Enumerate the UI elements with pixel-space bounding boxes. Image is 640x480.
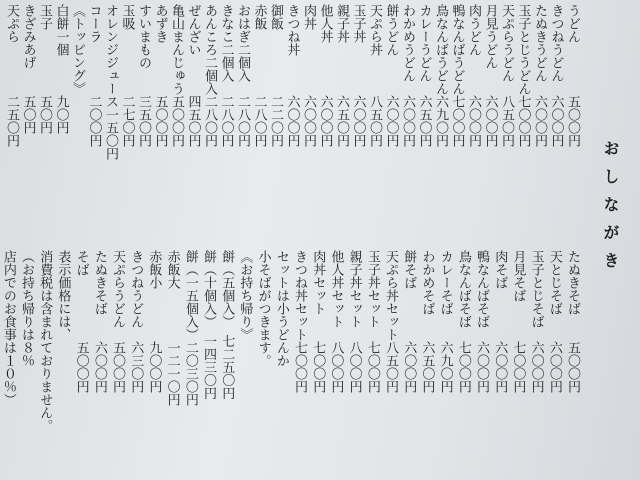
menu-column: 玉子とじそば 六〇〇円: [528, 250, 544, 393]
menu-column: カレーそば 六九〇円: [437, 250, 453, 393]
menu-column: 月見そば 七〇〇円: [510, 250, 526, 393]
menu-column: 玉吸 二七〇円: [119, 4, 135, 147]
menu-column: 天ぷら丼 八五〇円: [367, 4, 382, 147]
menu-column: きつね丼 六〇〇円: [284, 4, 300, 147]
menu-column: 肉うどん 六〇〇円: [466, 4, 481, 147]
menu-column: 餅そば 六〇〇円: [401, 250, 417, 393]
menu-column: 天とじそば 六〇〇円: [546, 250, 562, 393]
menu-column: 餅うどん 六〇〇円: [383, 4, 399, 147]
menu-column: 《トッピング》: [70, 4, 85, 95]
menu-column: 御飯 二二〇円: [268, 4, 283, 147]
menu-column: わかめそば 六五〇円: [419, 250, 435, 393]
menu-column: たぬきうどん 六〇〇円: [532, 4, 547, 147]
menu-column: 亀山まんじゅう五〇〇円: [169, 4, 184, 147]
menu-column: あずき 五〇〇円: [152, 4, 168, 147]
menu-column: 店内でのお食事は１０％）: [0, 250, 16, 406]
menu-column: 赤飯 二八〇円: [251, 4, 267, 147]
menu-column: 鴨なんばそば 六〇〇円: [474, 250, 489, 393]
menu-column: 肉丼セット 七〇〇円: [310, 250, 326, 393]
menu-column: きつねうどん 六〇〇円: [548, 4, 564, 147]
menu-column: 白餅一個 九〇円: [53, 4, 69, 134]
menu-column: 肉丼 六〇〇円: [301, 4, 316, 147]
menu-column: 天ぷら 二五〇円: [4, 4, 19, 147]
menu-column: うどん 五〇〇円: [565, 4, 580, 147]
menu-column: そば 五〇〇円: [73, 250, 89, 393]
menu-column: 玉子とじうどん七〇〇円: [515, 4, 531, 147]
menu-column: きつねうどん 六三〇円: [128, 250, 144, 393]
menu-column: セットは小うどんか: [273, 250, 289, 367]
menu-column: 赤飯大 一二一〇円: [164, 250, 180, 406]
menu-column: わかめうどん 六〇〇円: [400, 4, 415, 147]
menu-column: 親子丼 六五〇円: [334, 4, 349, 147]
menu-column: 天ぷらうどん 五〇〇円: [110, 250, 125, 393]
menu-column: きざみあげ 五〇円: [20, 4, 36, 134]
menu-column: たぬきそば 五〇〇円: [565, 250, 580, 393]
menu-column: 月見うどん 六〇〇円: [482, 4, 498, 147]
menu-column: 餅（五個入） 七二五〇円: [219, 250, 235, 400]
menu-column: 餅（一五個入）二〇三〇円: [182, 250, 198, 406]
menu-column: （お持ち帰りは８％: [19, 250, 34, 367]
menu-column: 親子丼セット 八〇〇円: [346, 250, 362, 393]
menu-column: 餅（十個入） 一四三〇円: [201, 250, 216, 400]
menu-column: 他人丼 六〇〇円: [317, 4, 333, 147]
menu-column: 鴨なんばうどん七〇〇円: [449, 4, 465, 147]
menu-column: たぬきそば 六〇〇円: [91, 250, 107, 393]
menu-column: 玉子丼 六〇〇円: [350, 4, 366, 147]
menu-column: カレーうどん 六五〇円: [416, 4, 432, 147]
menu-column: 《お持ち帰り》: [237, 250, 253, 341]
menu-column: すいまもの 三五〇円: [136, 4, 151, 147]
menu-column: ぜんざい 四五〇円: [185, 4, 201, 147]
menu-column: 天ぷらうどん 八五〇円: [499, 4, 514, 147]
menu-column: 鳥なんばそば 七〇〇円: [455, 250, 471, 393]
menu-column: 玉子 五〇円: [37, 4, 52, 134]
menu-column: コーラ 二〇〇円: [86, 4, 102, 147]
menu-column: きなこ二個入 二八〇円: [218, 4, 234, 147]
menu-column: あんころ二個入二八〇円: [202, 4, 217, 147]
menu-column: 肉そば 六〇〇円: [492, 250, 508, 393]
menu-title: おしながき: [601, 140, 620, 280]
menu-column: 表示価格には、: [55, 250, 71, 341]
menu-column: オレンジジュース一五〇円: [103, 4, 118, 160]
menu-column: 小そばがつきます。: [255, 250, 271, 367]
menu-column: 他人丼セット 八〇〇円: [328, 250, 344, 393]
menu-column: 玉子丼セット 七〇〇円: [364, 250, 380, 393]
menu-column: 天ぷら丼セット八五〇円: [383, 250, 398, 393]
menu-column: 消費税は含まれておりません。: [37, 250, 53, 432]
menu-column: おはぎ二個入 二八〇円: [235, 4, 250, 147]
menu-column: きつね丼セット七〇〇円: [292, 250, 307, 393]
menu-column: 鳥なんばうどん六九〇円: [433, 4, 448, 147]
menu-column: 赤飯小 九〇〇円: [146, 250, 162, 393]
